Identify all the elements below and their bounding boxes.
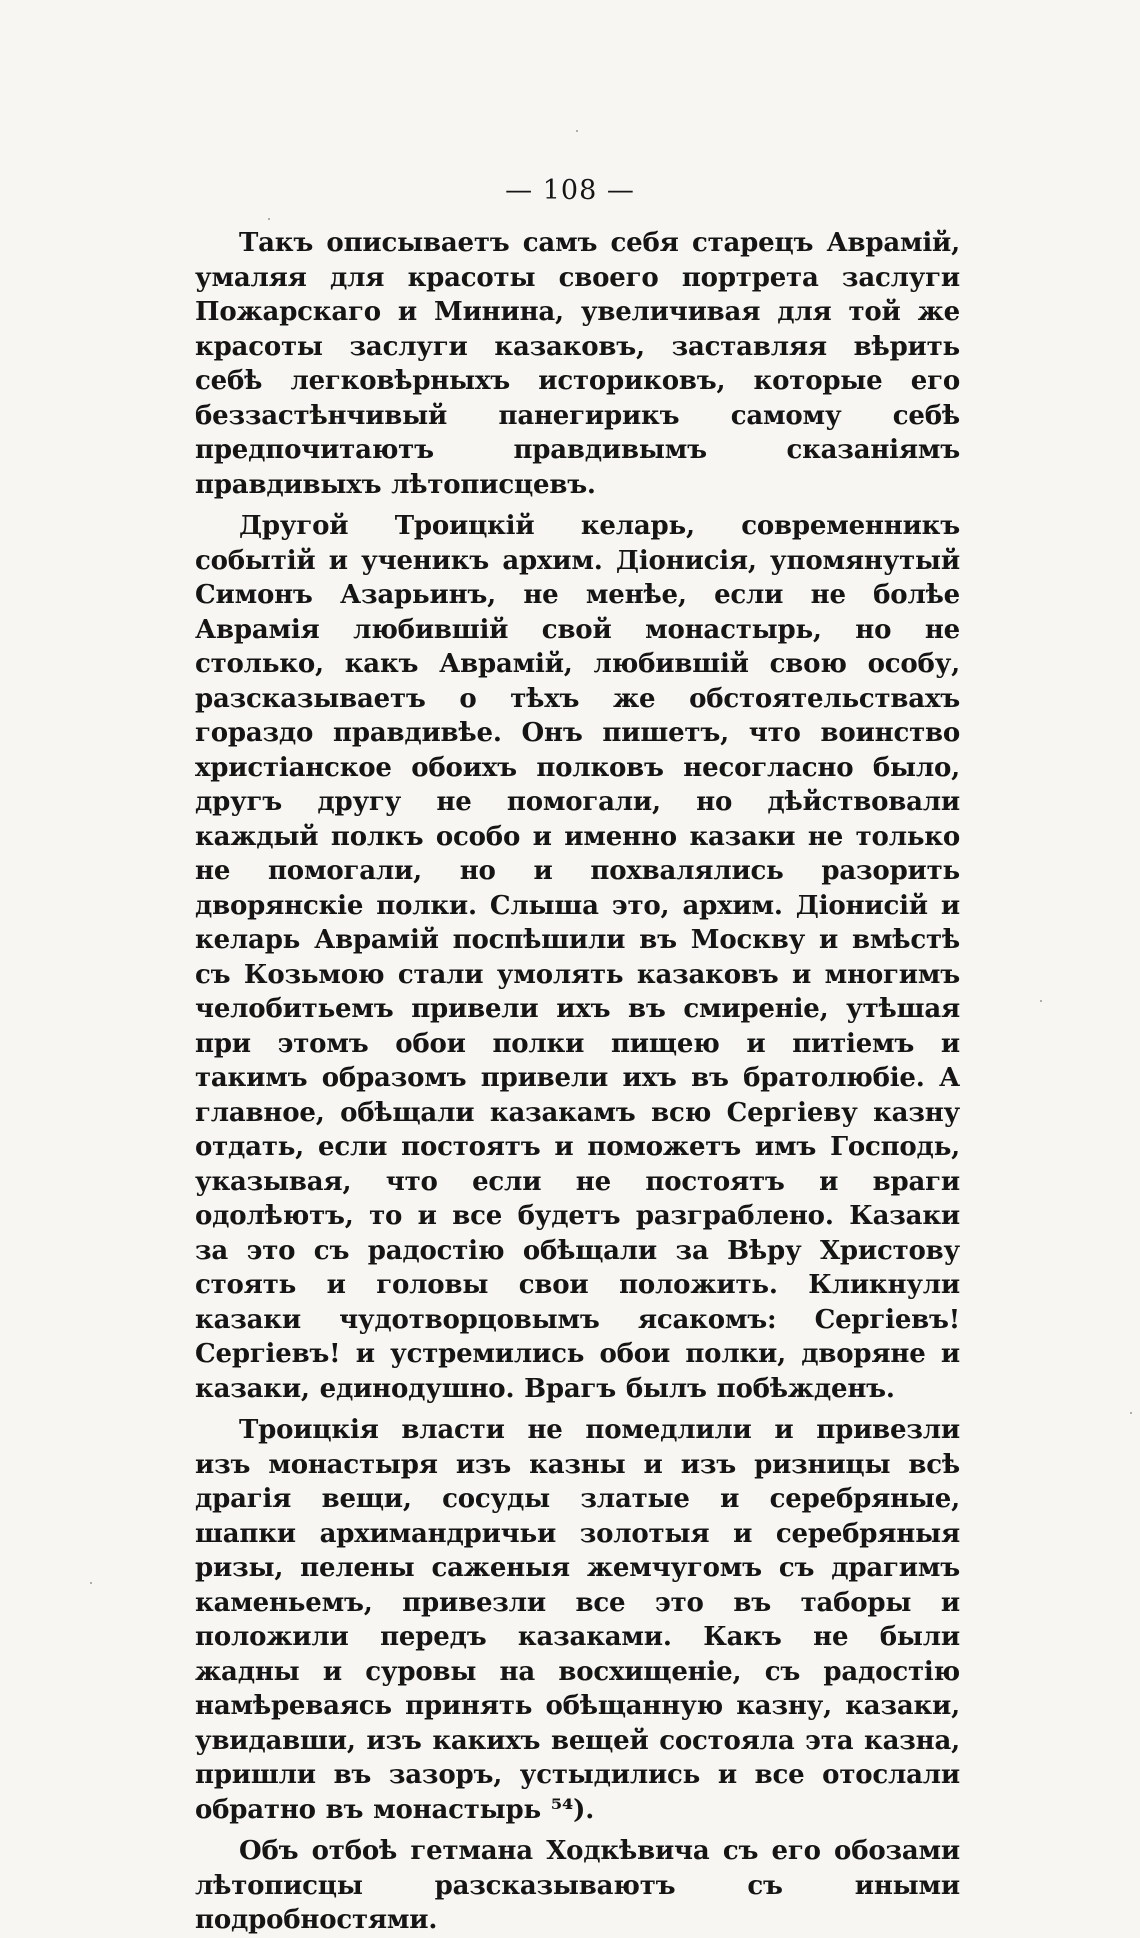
scan-speck (268, 218, 270, 220)
scan-speck (1130, 1412, 1132, 1414)
page-body (195, 226, 960, 1938)
paragraph-2: Другой Троицкій келарь, современникъ событій и ученикъ архим. Діонисія, упомянутый Симонъ Азарьинъ, не менѣе, если не болѣе Аврамія любившій свой монастырь, но не столько, какъ Аврамій, любившій свою особу, разсказываетъ о тѣхъ же обстоятельствахъ гораздо правдивѣе. Онъ пишетъ, что воинство христіанское обоихъ полковъ несогласно было, другъ другу не помогали, но дѣйствовали каждый полкъ особо и именно казаки не только не помогали, но и похвалялись разорить дворянскіе полки. Слыша это, архим. Діонисій и келарь Аврамій поспѣшили въ Москву и вмѣстѣ съ Козьмою стали умолять казаковъ и многимъ челобитьемъ привели ихъ въ смиреніе, утѣшая при этомъ обои полки пищею и питіемъ и такимъ образомъ привели ихъ въ братолюбіе. А главное, обѣщали казакамъ всю Сергіеву казну отдать, если постоятъ и поможетъ имъ Господь, указывая, что если не постоятъ и враги одолѣютъ, то и все будетъ разграблено. Казаки за это съ радостію обѣщали за Вѣру Христову стоять и головы свои положить. Кликнули казаки чудотворцовымъ ясакомъ: Сергіевъ! Сергіевъ! и устремились обои полки, дворяне и казаки, единодушно. Врагъ былъ побѣжденъ. (195, 511, 960, 1404)
paragraph-3: Троицкія власти не помедлили и привезли изъ монастыря изъ казны и изъ ризницы всѣ драгія вещи, сосуды златые и серебряные, шапки архимандричьи золотыя и серебряныя ризы, пелены саженыя жемчугомъ съ драгимъ каменьемъ, привезли все это въ таборы и положили передъ казаками. Какъ не были жадны и суровы на восхищеніе, съ радостію намѣреваясь принять обѣщанную казну, казаки, увидавши, изъ какихъ вещей состояла эта казна, пришли въ зазоръ, устыдились и все отослали обратно въ монастырь ⁵⁴). (195, 1415, 960, 1825)
scan-speck (576, 130, 578, 132)
paragraph-1: Такъ описываетъ самъ себя старецъ Аврамій, умаляя для красоты своего портрета заслуги Пожарскаго и Минина, увеличивая для той же красоты заслуги казаковъ, заставляя вѣрить себѣ легковѣрныхъ историковъ, которые его беззастѣнчивый панегирикъ самому себѣ предпочитаютъ правдивымъ сказаніямъ правдивыхъ лѣтописцевъ. (195, 228, 960, 500)
scan-speck (90, 1582, 92, 1584)
page-number: — 108 — (505, 175, 635, 206)
paragraph-4: Объ отбоѣ гетмана Ходкѣвича съ его обозами лѣтописцы разсказываютъ съ иными подробностями. (195, 1836, 960, 1935)
scan-speck (1040, 1000, 1042, 1002)
